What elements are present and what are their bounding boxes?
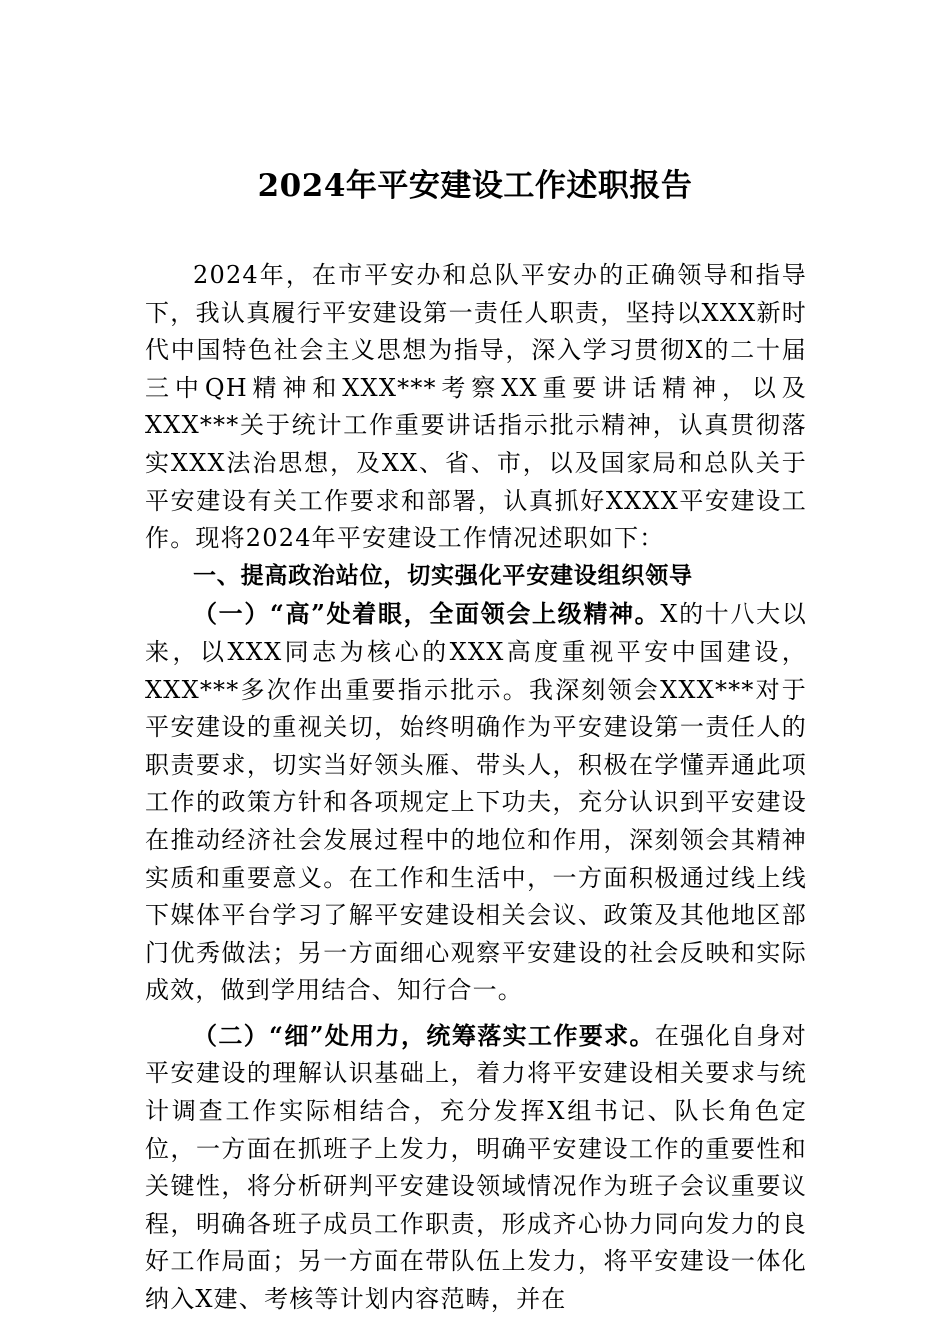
section-1-item-1-paragraph: [145, 595, 807, 1010]
item-2-text: 在强化自身对平安建设的理解认识基础上，着力将平安建设相关要求与统计调查工作实际相结合，充分发挥X组书记、队长角色定位，一方面在抓班子上发力，明确平安建设工作的重要性和关键性，将分析研判平安建设领域情况作为班子会议重要议程，明确各班子成员工作职责，形成齐心协力同向发力的良好工作局面；另一方面在带队伍上发力，将平安建设一体化纳入X建、考核等计划内容范畴，并在: [145, 1021, 807, 1314]
section-1-item-2-paragraph: [145, 1017, 807, 1319]
item-2-lead: （二）“细”处用力，统筹落实工作要求。: [193, 1020, 655, 1050]
document-title: 2024年平安建设工作述职报告: [257, 168, 693, 204]
item-1-lead: （一）“高”处着眼，全面领会上级精神。: [193, 599, 661, 629]
intro-paragraph: 2024年，在市平安办和总队平安办的正确领导和指导下，我认真履行平安建设第一责任人职责，坚持以XXX新时代中国特色社会主义思想为指导，深入学习贯彻X的二十届三中QH精神和XXX***考察XX重要讲话精神，以及XXX***关于统计工作重要讲话指示批示精神，认真贯彻落实XXX法治思想，及XX、省、市，以及国家局和总队关于平安建设有关工作要求和部署，认真抓好XXXX平安建设工作。现将2024年平安建设工作情况述职如下：: [145, 261, 807, 553]
section-heading-1: 一、提高政治站位，切实强化平安建设组织领导: [193, 562, 693, 589]
document-body: [145, 257, 807, 1319]
item-1-text: X的十八大以来，以XXX同志为核心的XXX高度重视平安中国建设，XXX***多次作出重要指示批示。我深刻领会XXX***对于平安建设的重视关切，始终明确作为平安建设第一责任人的职责要求，切实当好领头雁、带头人，积极在学懂弄通此项工作的政策方针和各项规定上下功夫，充分认识到平安建设在推动经济社会发展过程中的地位和作用，深刻领会其精神实质和重要意义。在工作和生活中，一方面积极通过线上线下媒体平台学习了解平安建设相关会议、政策及其他地区部门优秀做法；另一方面细心观察平安建设的社会反映和实际成效，做到学用结合、知行合一。: [145, 600, 807, 1005]
